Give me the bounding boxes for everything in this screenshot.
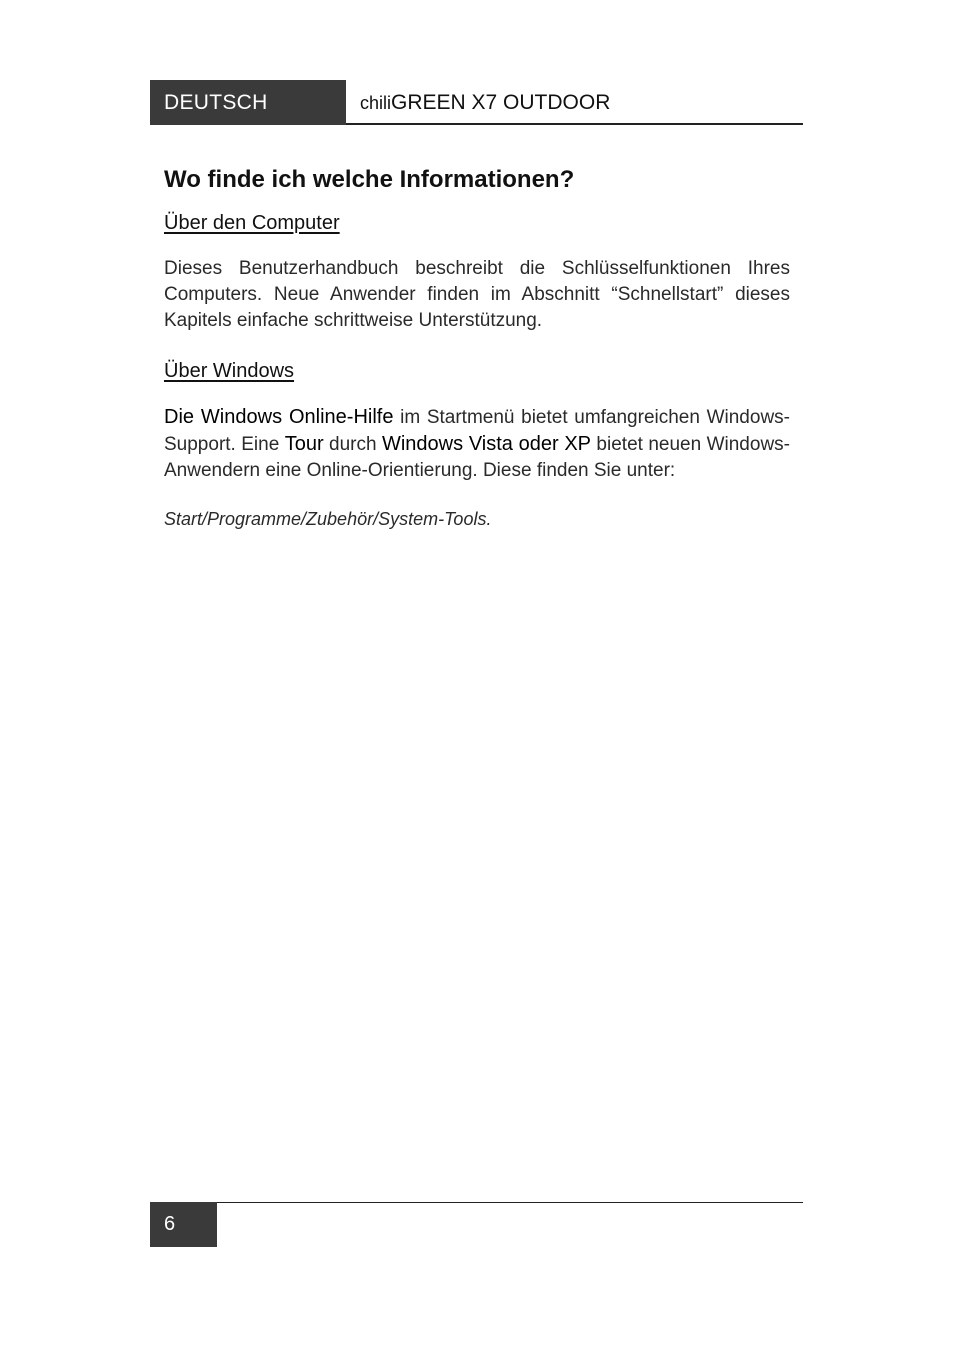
term-tour: Tour bbox=[284, 433, 324, 455]
section-paragraph-computer: Dieses Benutzerhandbuch beschreibt die Schlüsselfunktionen Ihres Computers. Neue Anwender finden im Abschnitt “Schnellstart” dieses Kapitels einfache schrittweise Unterstützung. bbox=[164, 258, 790, 331]
page-number: 6 bbox=[150, 1202, 217, 1247]
main-content bbox=[164, 160, 790, 532]
page-title: Wo finde ich welche Informationen? bbox=[164, 166, 575, 193]
paragraph-text-1: im Startmenü bietet umfangreichen Windows-Support. Eine bbox=[164, 407, 790, 455]
header-product-title bbox=[360, 80, 610, 125]
footer-divider bbox=[150, 1202, 803, 1203]
header-product-prefix: chili bbox=[360, 93, 392, 113]
header-divider bbox=[346, 123, 803, 125]
header-product-name: GREEN X7 OUTDOOR bbox=[391, 91, 611, 114]
menu-path: Start/Programme/Zubehör/System-Tools. bbox=[164, 509, 492, 529]
term-windows-version: Windows Vista oder XP bbox=[381, 433, 592, 455]
section-heading-windows: Über Windows bbox=[164, 360, 295, 382]
section-paragraph-windows bbox=[164, 404, 790, 484]
term-online-help: Die Windows Online-Hilfe bbox=[164, 406, 394, 428]
header-language-label: DEUTSCH bbox=[150, 80, 346, 125]
paragraph-text-3: bietet neuen Windows-Anwendern eine Online-Orientierung. Diese finden Sie unter: bbox=[164, 434, 790, 481]
paragraph-text-2: durch bbox=[323, 434, 382, 455]
section-heading-computer: Über den Computer bbox=[164, 212, 340, 234]
